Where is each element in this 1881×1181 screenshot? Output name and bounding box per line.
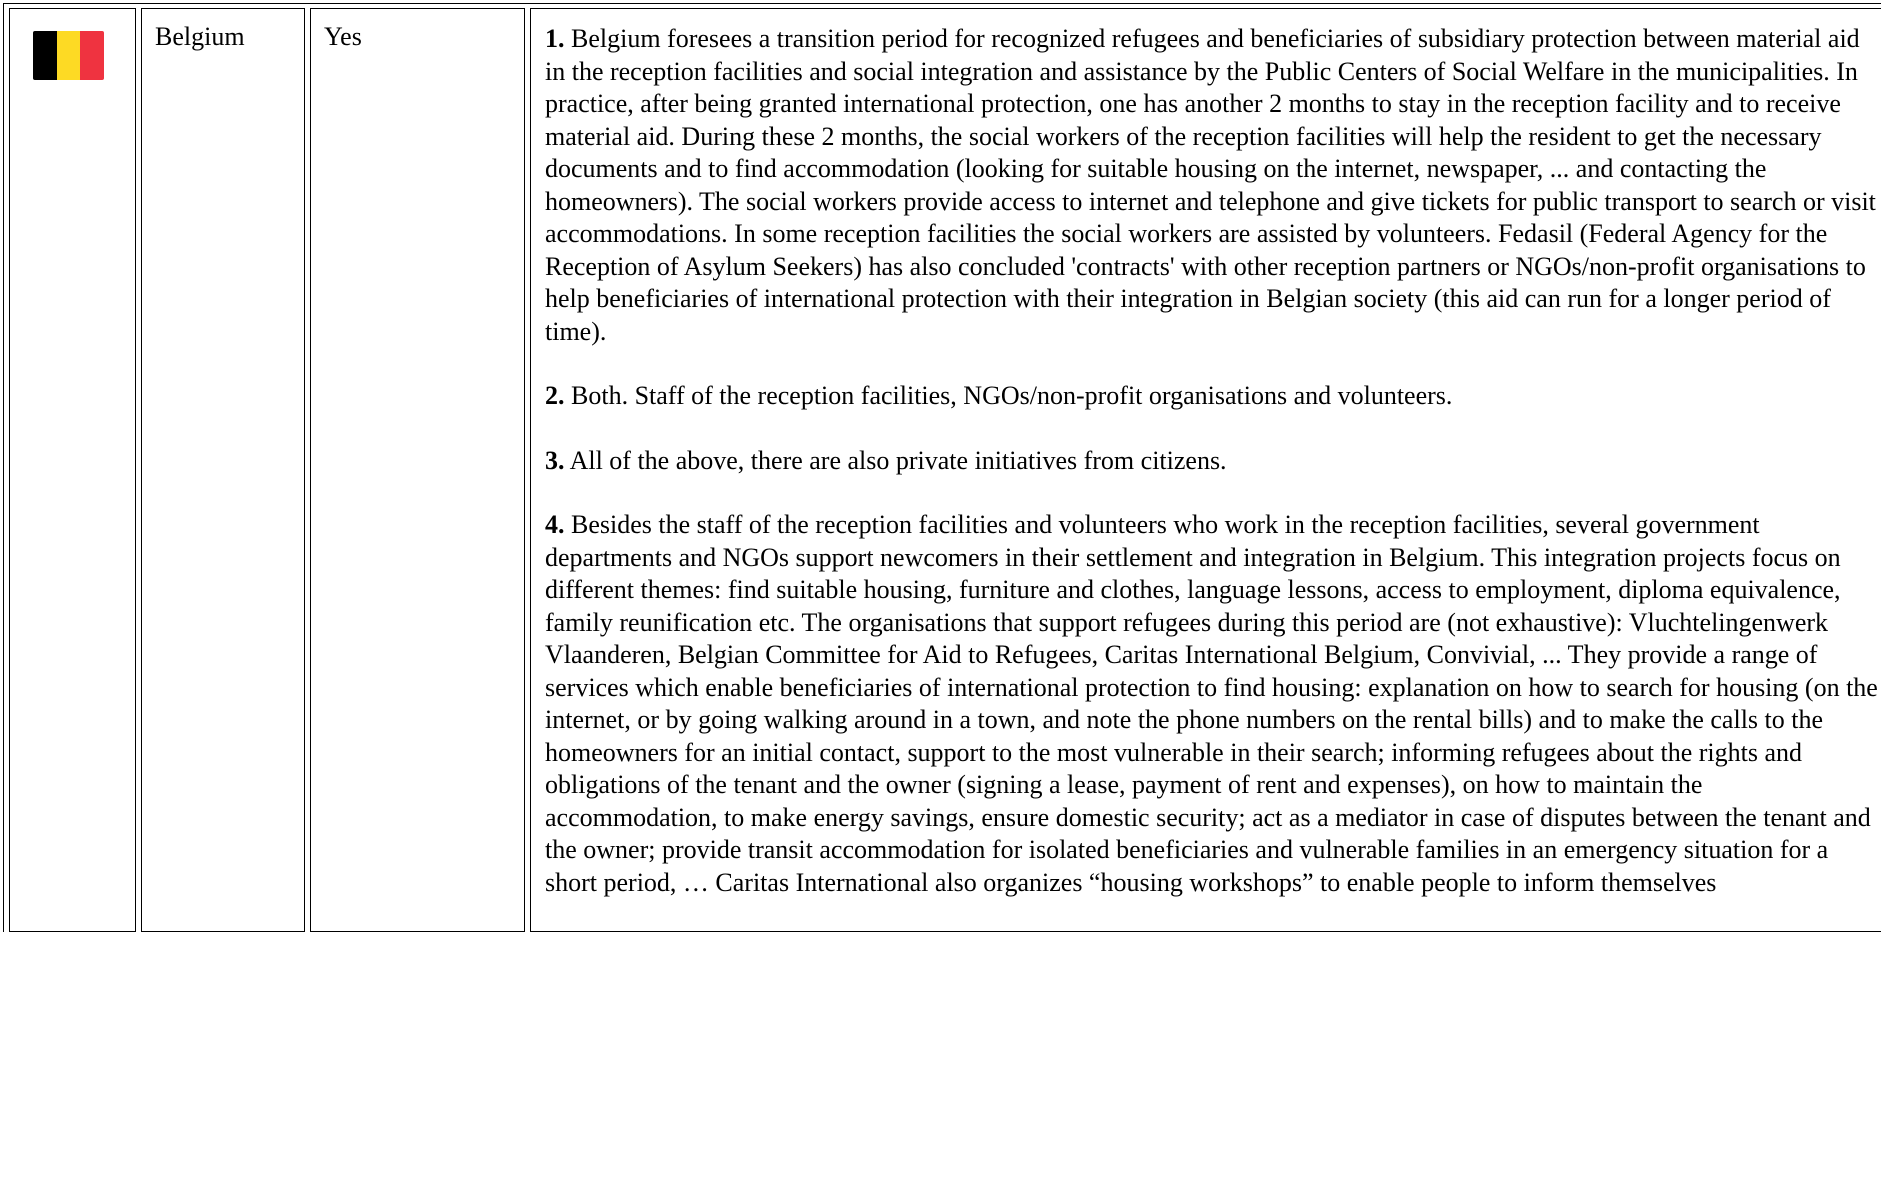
paragraph-text: Belgium foresees a transition period for recognized refugees and beneficiaries of subsidiary protection between material aid in the reception facilities and social integration and assistance by the Public Centers of Social Welfare in the municipalities. In practice, after being granted international protection, one has another 2 months to stay in the reception facility and to receive material aid. During these 2 months, the social workers of the reception facilities will help the resident to get the necessary documents and to find accommodation (looking for suitable housing on the internet, newspaper, ... and contacting the homeowners). The social workers provide access to internet and telephone and give tickets for public transport to search or visit accommodations. In some reception facilities the social workers are assisted by volunteers. Fedasil (Federal Agency for the Reception of Asylum Seekers) has also concluded 'contracts' with other reception partners or NGOs/non-profit organisations to help beneficiaries of international protection with their integration in Belgian society (this aid can run for a longer period of time). xyxy=(545,24,1876,346)
paragraph-number: 1. xyxy=(545,24,565,53)
flag-cell xyxy=(9,8,136,932)
country-cell: Belgium xyxy=(141,8,305,932)
paragraph-text: Both. Staff of the reception facilities, NGOs/non-profit organisations and volunteers. xyxy=(571,381,1453,410)
belgium-flag-icon xyxy=(33,31,104,80)
answer-cell: Yes xyxy=(310,8,525,932)
paragraph-2 xyxy=(545,380,1879,413)
paragraph-text: Besides the staff of the reception facilities and volunteers who work in the reception facilities, several government departments and NGOs support newcomers in their settlement and integration in Belgium. This integration projects focus on different themes: find suitable housing, furniture and clothes, language lessons, access to employment, diploma equivalence, family reunification etc. The organisations that support refugees during this period are (not exhaustive): Vluchtelingenwerk Vlaanderen, Belgian Committee for Aid to Refugees, Caritas International Belgium, Convivial, ... They provide a range of services which enable beneficiaries of international protection to find housing: explanation on how to search for housing (on the internet, or by going walking around in a town, and note the phone numbers on the rental bills) and to make the calls to the homeowners for an initial contact, support to the most vulnerable in their search; informing refugees about the rights and obligations of the tenant and the owner (signing a lease, payment of rent and expenses), on how to maintain the accommodation, to make energy savings, ensure domestic security; act as a mediator in case of disputes between the tenant and the owner; provide transit accommodation for isolated beneficiaries and vulnerable families in an emergency situation for a short period, … Caritas International also organizes “housing workshops” to enable people to inform themselves xyxy=(545,510,1878,897)
details-cell xyxy=(530,8,1881,932)
flag-stripe-yellow xyxy=(57,31,81,80)
paragraph-1 xyxy=(545,23,1879,348)
flag-stripe-red xyxy=(80,31,104,80)
table-row xyxy=(9,8,1881,932)
paragraph-text: All of the above, there are also private initiatives from citizens. xyxy=(569,445,1227,475)
paragraph-4 xyxy=(545,509,1879,899)
paragraph-number: 3. xyxy=(545,445,565,475)
paragraph-number: 2. xyxy=(545,381,565,410)
flag-stripe-black xyxy=(33,31,57,80)
paragraph-3 xyxy=(545,445,1879,478)
paragraph-number: 4. xyxy=(545,510,565,539)
country-table xyxy=(3,3,1881,932)
